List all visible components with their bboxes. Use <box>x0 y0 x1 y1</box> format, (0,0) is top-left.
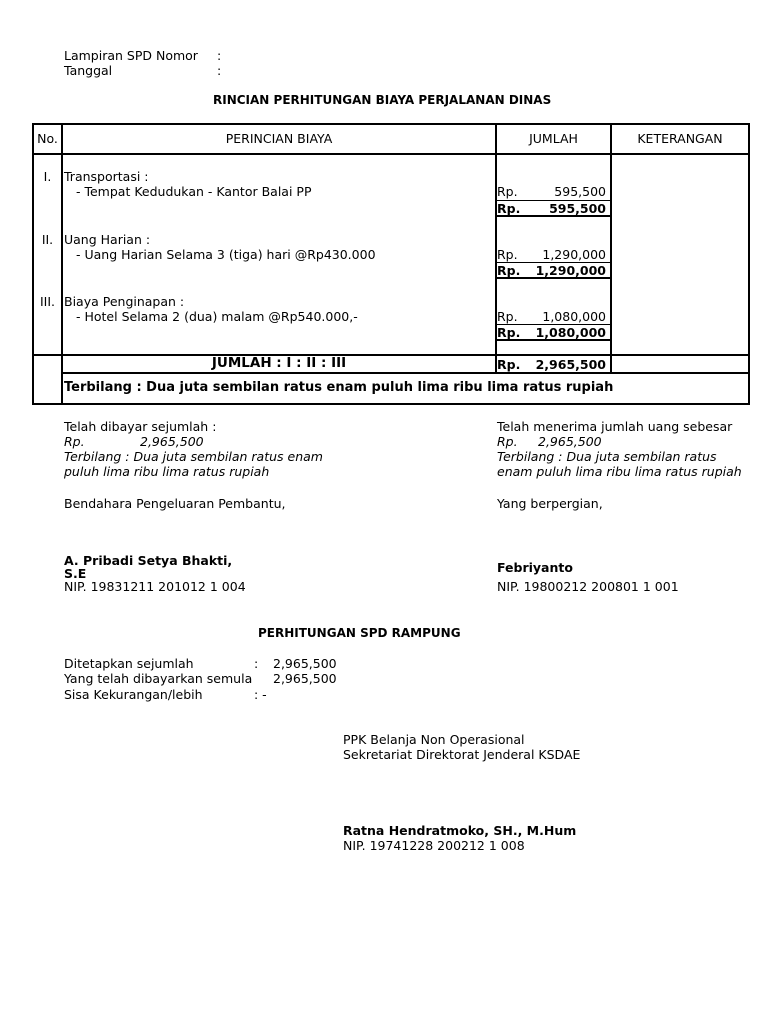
treasurer-nip: NIP. 19831211 201012 1 004 <box>64 579 246 594</box>
row-subtotal: 1,080,000 <box>535 325 606 340</box>
ppk-nip: NIP. 19741228 200212 1 008 <box>343 838 525 853</box>
total-amount: 2,965,500 <box>535 357 606 372</box>
received-terbilang-2: enam puluh lima ribu lima ratus rupiah <box>497 464 742 479</box>
treasurer-name-2: S.E <box>64 566 87 581</box>
row-category: Transportasi : <box>64 169 149 184</box>
row-number: I. <box>43 169 52 184</box>
received-label: Telah menerima jumlah uang sebesar <box>497 419 733 434</box>
terbilang-text: Terbilang : Dua juta sembilan ratus enam puluh lima ribu lima ratus rupiah <box>64 380 614 395</box>
ditetapkan-colon: : <box>254 656 259 671</box>
received-rp: Rp. <box>497 434 518 449</box>
row-category: Uang Harian : <box>64 232 151 247</box>
lampiran-colon: : <box>217 48 222 63</box>
ppk-name: Ratna Hendratmoko, SH., M.Hum <box>343 823 577 838</box>
traveler-name: Febriyanto <box>497 560 573 575</box>
row-category: Biaya Penginapan : <box>64 294 185 309</box>
tanggal-colon: : <box>217 63 222 78</box>
total-rp: Rp. <box>497 357 521 372</box>
paid-terbilang-2: puluh lima ribu lima ratus rupiah <box>64 464 270 479</box>
paid-terbilang-1: Terbilang : Dua juta sembilan ratus enam <box>64 449 323 464</box>
row-subtotal-rp: Rp. <box>497 201 521 216</box>
sisa-value: : - <box>254 687 267 702</box>
row-subtotal: 1,290,000 <box>535 263 606 278</box>
document-title: RINCIAN PERHITUNGAN BIAYA PERJALANAN DINAS <box>213 93 552 107</box>
received-amount: 2,965,500 <box>538 434 602 449</box>
row-subtotal-rp: Rp. <box>497 263 521 278</box>
row-number: III. <box>39 294 56 309</box>
total-label: JUMLAH : I : II : III <box>211 355 347 371</box>
ditetapkan-value: 2,965,500 <box>273 656 337 671</box>
paid-rp: Rp. <box>64 434 85 449</box>
row-rp: Rp. <box>497 184 518 199</box>
treasurer-role: Bendahara Pengeluaran Pembantu, <box>64 496 286 511</box>
tanggal-label: Tanggal <box>64 63 113 78</box>
row-subtotal: 595,500 <box>549 201 606 216</box>
row-item: - Hotel Selama 2 (dua) malam @Rp540.000,- <box>76 309 358 324</box>
received-terbilang-1: Terbilang : Dua juta sembilan ratus <box>497 449 717 464</box>
col-header-jumlah: JUMLAH <box>529 131 578 146</box>
ppk-line-1: PPK Belanja Non Operasional <box>343 732 525 747</box>
rampung-title: PERHITUNGAN SPD RAMPUNG <box>258 626 461 640</box>
row-item: - Uang Harian Selama 3 (tiga) hari @Rp430.000 <box>76 247 376 262</box>
row-subtotal-rp: Rp. <box>497 325 521 340</box>
sisa-label: Sisa Kekurangan/lebih <box>64 687 203 702</box>
traveler-nip: NIP. 19800212 200801 1 001 <box>497 579 679 594</box>
dibayarkan-label: Yang telah dibayarkan semula <box>64 671 253 686</box>
row-amount: 595,500 <box>554 184 606 199</box>
treasurer-name-1: A. Pribadi Setya Bhakti, <box>64 553 233 568</box>
row-number: II. <box>41 232 54 247</box>
row-rp: Rp. <box>497 309 518 324</box>
paid-label: Telah dibayar sejumlah : <box>64 419 217 434</box>
row-item: - Tempat Kedudukan - Kantor Balai PP <box>76 184 312 199</box>
col-header-keterangan: KETERANGAN <box>637 131 723 146</box>
ditetapkan-label: Ditetapkan sejumlah <box>64 656 194 671</box>
col-header-no: No. <box>37 131 58 146</box>
dibayarkan-value: 2,965,500 <box>273 671 337 686</box>
ppk-line-2: Sekretariat Direktorat Jenderal KSDAE <box>343 747 581 762</box>
row-amount: 1,290,000 <box>542 247 606 262</box>
traveler-role: Yang berpergian, <box>497 496 603 511</box>
row-amount: 1,080,000 <box>542 309 606 324</box>
col-header-perincian: PERINCIAN BIAYA <box>225 131 333 146</box>
lampiran-label: Lampiran SPD Nomor <box>64 48 198 63</box>
paid-amount: 2,965,500 <box>140 434 204 449</box>
row-rp: Rp. <box>497 247 518 262</box>
